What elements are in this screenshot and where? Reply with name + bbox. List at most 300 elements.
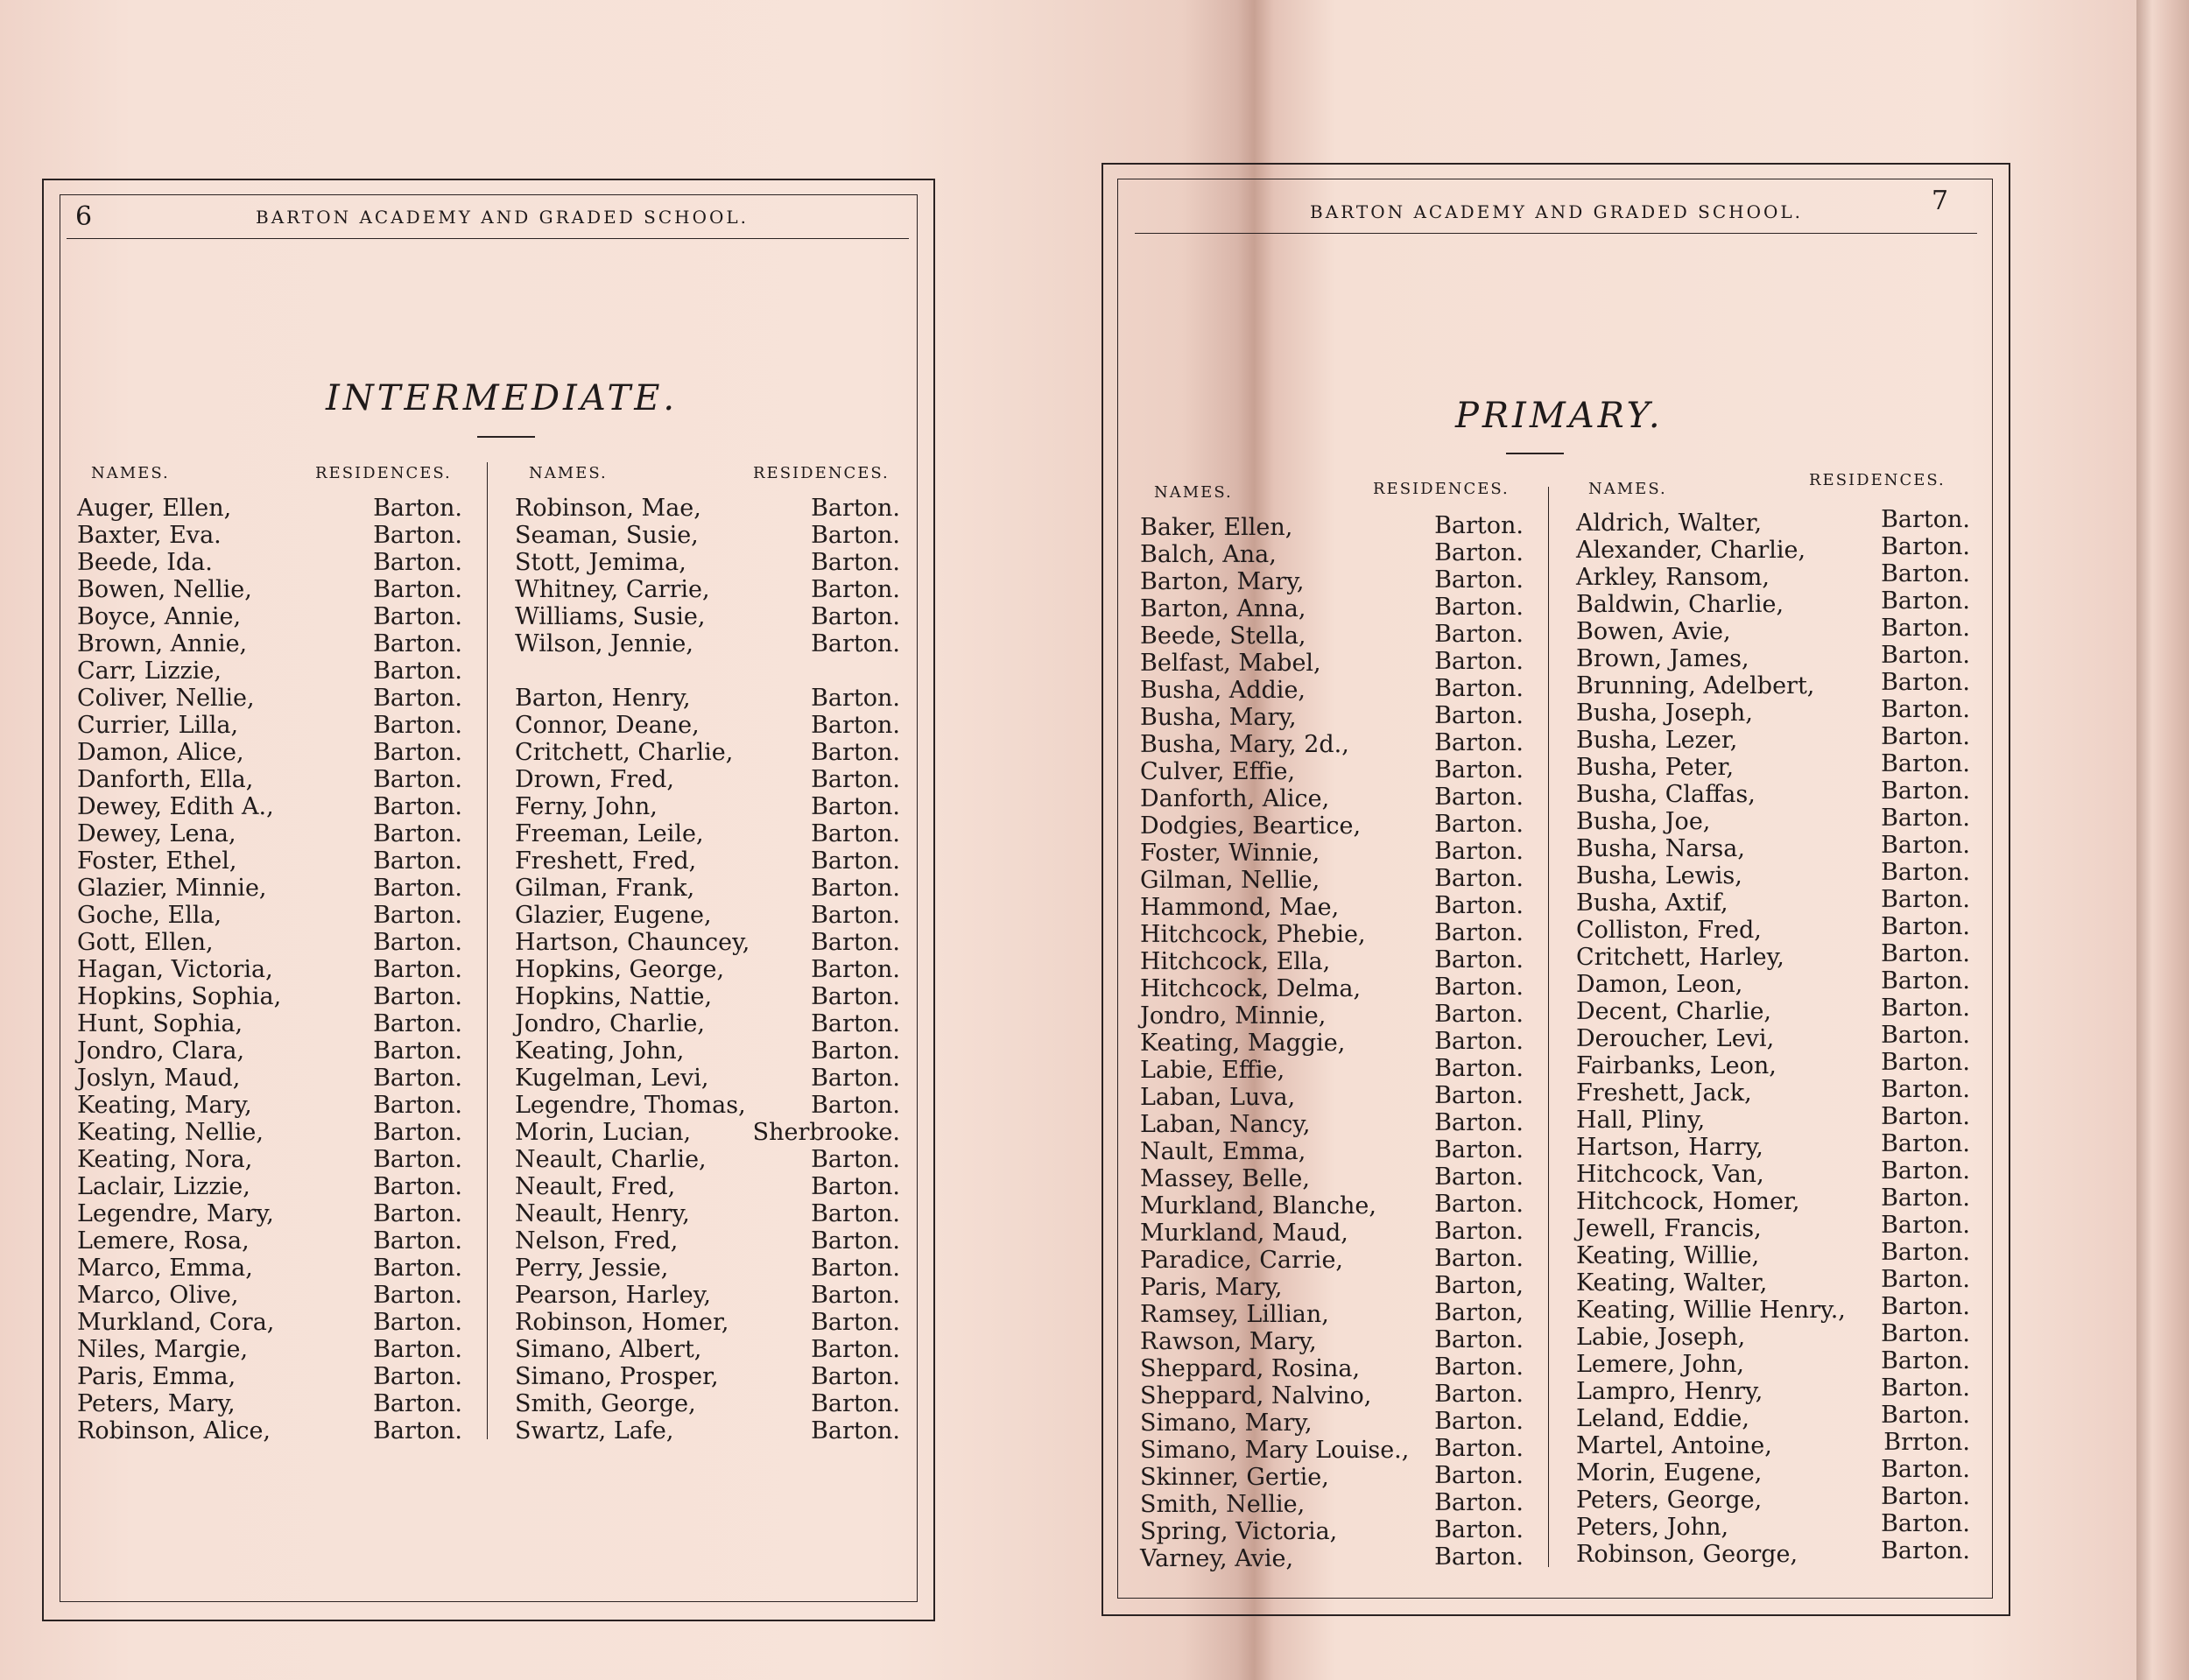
right-col2-residences <box>1804 506 1970 1564</box>
residence-cell: Barton. <box>1881 1022 1970 1049</box>
left-col1-res-header: RESIDENCES. <box>315 464 452 482</box>
residence-cell: Barton. <box>811 983 900 1010</box>
residence-cell: Barton. <box>1881 1212 1970 1239</box>
residence-cell: Barton. <box>1881 723 1970 750</box>
left-page-number: 6 <box>75 201 93 232</box>
residence-cell: Barton. <box>1881 506 1970 533</box>
student-name-cell: Baldwin, Charlie, <box>1576 591 1784 618</box>
left-col2-names-header: NAMES. <box>529 464 608 482</box>
residence-cell: Barton. <box>1881 940 1970 967</box>
residence-cell: Sherbrooke. <box>752 1119 900 1146</box>
residence-cell: Barton. <box>1881 777 1970 805</box>
residence-cell: Barton. <box>811 1200 900 1227</box>
residence-cell: Barton. <box>1881 1537 1970 1564</box>
residence-cell: Barton. <box>1434 865 1524 892</box>
student-name-cell: Keating, Mary, <box>77 1092 252 1119</box>
residence-cell: Barton. <box>1434 621 1524 648</box>
residence-cell: Barton. <box>811 929 900 956</box>
right-page-number: 7 <box>1932 186 1949 216</box>
residence-cell: Barton. <box>1434 946 1524 974</box>
residence-cell: Barton. <box>1881 1320 1970 1347</box>
student-name-cell: Barton, Henry, <box>515 685 691 712</box>
residence-cell: Barton. <box>1434 1055 1524 1082</box>
student-name-cell: Danforth, Alice, <box>1140 785 1330 812</box>
residence-cell: Barton. <box>811 1065 900 1092</box>
residence-cell: Barton. <box>811 1037 900 1065</box>
student-name-cell: Foster, Winnie, <box>1140 840 1320 867</box>
residence-cell: Barton. <box>373 657 462 685</box>
residence-cell: Barton. <box>1434 1218 1524 1245</box>
student-name-cell: Busha, Mary, 2d., <box>1140 731 1349 758</box>
right-col1-names-header: NAMES. <box>1154 483 1233 502</box>
residence-cell: Barton. <box>1881 1157 1970 1184</box>
left-title-rule <box>477 436 535 438</box>
student-name-cell: Hitchcock, Homer, <box>1576 1188 1800 1215</box>
student-name-cell: Damon, Alice, <box>77 739 244 766</box>
student-name-cell: Busha, Claffas, <box>1576 781 1756 808</box>
residence-cell: Barton. <box>373 739 462 766</box>
student-name-cell: Hitchcock, Van, <box>1576 1161 1764 1188</box>
student-name-cell: Legendre, Thomas, <box>515 1092 746 1119</box>
residence-cell: Barton. <box>1434 1191 1524 1218</box>
residence-cell: Barton. <box>1881 560 1970 587</box>
student-name-cell: Murkland, Maud, <box>1140 1220 1348 1247</box>
residence-cell: Barton. <box>1434 1408 1524 1435</box>
student-name-cell: Laban, Nancy, <box>1140 1111 1311 1138</box>
residence-cell: Barton. <box>1881 1103 1970 1130</box>
residence-cell: Barton. <box>1434 1109 1524 1136</box>
residence-cell: Barton. <box>373 1390 462 1417</box>
residence-cell: Barton. <box>1434 784 1524 811</box>
residence-cell: Barton. <box>811 1255 900 1282</box>
residence-cell: Barton. <box>1434 539 1524 566</box>
student-name-cell: Hall, Pliny, <box>1576 1107 1706 1134</box>
residence-cell: Barton. <box>1434 1462 1524 1489</box>
student-name-cell: Busha, Lezer, <box>1576 727 1738 754</box>
residence-cell: Barton. <box>373 495 462 522</box>
student-name-cell: Neault, Fred, <box>515 1173 676 1200</box>
student-name-cell: Whitney, Carrie, <box>515 576 710 603</box>
residence-cell: Barton. <box>1434 1001 1524 1028</box>
residence-cell: Barton. <box>373 847 462 875</box>
student-name-cell: Boyce, Annie, <box>77 603 242 630</box>
student-name-cell: Keating, Nora, <box>77 1146 253 1173</box>
right-col2-names-header: NAMES. <box>1588 480 1667 498</box>
residence-cell: Barton. <box>1881 1266 1970 1293</box>
residence-cell: Barton. <box>1434 1381 1524 1408</box>
residence-cell: Barton. <box>1434 1082 1524 1109</box>
residence-cell: Barton. <box>811 495 900 522</box>
student-name-cell: Gilman, Nellie, <box>1140 867 1320 894</box>
residence-cell: Barton. <box>1434 1435 1524 1462</box>
student-name-cell: Keating, John, <box>515 1037 685 1065</box>
student-name-cell: Murkland, Cora, <box>77 1309 275 1336</box>
residence-cell: Barton. <box>1881 669 1970 696</box>
student-name-cell: Massey, Belle, <box>1140 1165 1310 1192</box>
student-name-cell: Neault, Charlie, <box>515 1146 707 1173</box>
student-name-cell: Laban, Luva, <box>1140 1084 1296 1111</box>
residence-cell: Barton. <box>1881 1049 1970 1076</box>
residence-cell: Barton. <box>373 603 462 630</box>
residence-cell: Barton. <box>811 1092 900 1119</box>
student-name-cell: Paris, Emma, <box>77 1363 236 1390</box>
residence-cell: Barton. <box>1881 805 1970 832</box>
residence-cell: Barton. <box>811 739 900 766</box>
student-name-cell: Busha, Peter, <box>1576 754 1735 781</box>
student-name-cell: Lampro, Henry, <box>1576 1378 1763 1405</box>
student-name-cell: Keating, Walter, <box>1576 1269 1768 1297</box>
residence-cell: Barton, <box>1434 1272 1524 1299</box>
left-col1-residences <box>333 495 462 1445</box>
student-name-cell: Gott, Ellen, <box>77 929 214 956</box>
student-name-cell: Hitchcock, Phebie, <box>1140 921 1366 948</box>
student-name-cell: Hunt, Sophia, <box>77 1010 243 1037</box>
student-name-cell: Freshett, Fred, <box>515 847 697 875</box>
student-name-cell: Pearson, Harley, <box>515 1282 712 1309</box>
student-name-cell: Neault, Henry, <box>515 1200 690 1227</box>
residence-cell: Barton, <box>1434 1299 1524 1326</box>
residence-cell: Barton. <box>1881 750 1970 777</box>
student-name-cell: Dewey, Lena, <box>77 820 236 847</box>
student-name-cell: Jondro, Minnie, <box>1140 1002 1327 1030</box>
residence-cell: Barton. <box>373 1227 462 1255</box>
residence-cell: Barton. <box>373 1309 462 1336</box>
residence-cell: Barton. <box>1881 1347 1970 1374</box>
student-name-cell: Hopkins, George, <box>515 956 725 983</box>
student-name-cell: Jewell, Francis, <box>1576 1215 1762 1242</box>
student-name-cell: Freshett, Jack, <box>1576 1079 1752 1107</box>
residence-cell: Barton. <box>1434 675 1524 702</box>
residence-cell: Barton. <box>811 1146 900 1173</box>
residence-cell: Barton. <box>1881 913 1970 940</box>
student-name-cell: Brown, Annie, <box>77 630 248 657</box>
student-name-cell: Barton, Anna, <box>1140 595 1306 622</box>
student-name-cell: Smith, Nellie, <box>1140 1491 1306 1518</box>
residence-cell: Barton. <box>373 1417 462 1445</box>
student-name-cell: Keating, Willie Henry., <box>1576 1297 1846 1324</box>
left-col1-names-header: NAMES. <box>91 464 170 482</box>
student-name-cell: Aldrich, Walter, <box>1576 510 1763 537</box>
residence-cell: Barton. <box>1434 1489 1524 1516</box>
student-name-cell: Currier, Lilla, <box>77 712 239 739</box>
student-name-cell: Jondro, Clara, <box>77 1037 245 1065</box>
left-header-rule <box>67 238 909 239</box>
residence-cell: Barton. <box>1881 886 1970 913</box>
student-name-cell: Marco, Olive, <box>77 1282 239 1309</box>
student-name-cell: Colliston, Fred, <box>1576 917 1762 944</box>
right-column-divider <box>1548 487 1549 1567</box>
residence-cell: Barton. <box>1881 1076 1970 1103</box>
residence-cell: Barton. <box>373 1173 462 1200</box>
residence-cell: Barton. <box>373 1146 462 1173</box>
residence-cell: Barton. <box>373 1119 462 1146</box>
residence-cell: Barton. <box>373 1336 462 1363</box>
residence-cell: Barton. <box>811 1309 900 1336</box>
residence-cell <box>744 657 900 685</box>
student-name-cell: Auger, Ellen, <box>77 495 232 522</box>
student-name-cell: Nault, Emma, <box>1140 1138 1306 1165</box>
residence-cell: Barton. <box>1881 1184 1970 1212</box>
student-name-cell: Beede, Stella, <box>1140 622 1306 650</box>
residence-cell: Barton. <box>373 1363 462 1390</box>
residence-cell: Barton. <box>373 1010 462 1037</box>
residence-cell: Barton. <box>373 766 462 793</box>
student-name-cell: Hammond, Mae, <box>1140 894 1340 921</box>
student-name-cell: Brown, James, <box>1576 645 1749 672</box>
residence-cell: Barton. <box>373 1037 462 1065</box>
student-name-cell: Glazier, Minnie, <box>77 875 267 902</box>
right-col1-names <box>1140 514 1409 1572</box>
student-name-cell: Seaman, Susie, <box>515 522 699 549</box>
residence-cell: Barton. <box>811 875 900 902</box>
residence-cell: Barton. <box>373 549 462 576</box>
student-name-cell: Peters, Mary, <box>77 1390 236 1417</box>
student-name-cell: Simano, Mary Louise., <box>1140 1437 1410 1464</box>
student-name-cell: Lemere, John, <box>1576 1351 1744 1378</box>
student-name-cell: Murkland, Blanche, <box>1140 1192 1376 1220</box>
residence-cell: Barton. <box>1881 1402 1970 1429</box>
student-name-cell: Ramsey, Lillian, <box>1140 1301 1329 1328</box>
residence-cell: Barton. <box>1434 1353 1524 1381</box>
residence-cell: Barton. <box>373 929 462 956</box>
student-name-cell: Busha, Mary, <box>1140 704 1297 731</box>
student-name-cell: Simano, Mary, <box>1140 1409 1313 1437</box>
residence-cell: Barton. <box>811 1282 900 1309</box>
residence-cell: Barton. <box>373 1065 462 1092</box>
residence-cell: Barton. <box>1434 1245 1524 1272</box>
student-name-cell: Peters, George, <box>1576 1487 1763 1514</box>
residence-cell: Barton. <box>811 1390 900 1417</box>
residence-cell: Barton. <box>1881 1483 1970 1510</box>
residence-cell: Barton. <box>1434 512 1524 539</box>
student-name-cell: Robinson, George, <box>1576 1541 1798 1568</box>
right-col2-res-header: RESIDENCES. <box>1809 471 1946 489</box>
student-name-cell: Joslyn, Maud, <box>77 1065 241 1092</box>
residence-cell: Barton. <box>1434 702 1524 729</box>
student-name-cell: Varney, Avie, <box>1140 1545 1294 1572</box>
student-name-cell: Smith, George, <box>515 1390 696 1417</box>
student-name-cell: Dewey, Edith A., <box>77 793 274 820</box>
residence-cell: Barton. <box>1881 832 1970 859</box>
student-name-cell: Legendre, Mary, <box>77 1200 274 1227</box>
student-name-cell: Decent, Charlie, <box>1576 998 1772 1025</box>
student-name-cell: Martel, Antoine, <box>1576 1432 1772 1459</box>
student-name-cell: Glazier, Eugene, <box>515 902 712 929</box>
student-name-cell: Williams, Susie, <box>515 603 706 630</box>
student-name-cell: Critchett, Charlie, <box>515 739 734 766</box>
student-name-cell: Hopkins, Sophia, <box>77 983 282 1010</box>
student-name-cell: Baker, Ellen, <box>1140 514 1293 541</box>
student-name-cell: Sheppard, Nalvino, <box>1140 1382 1372 1409</box>
residence-cell: Barton. <box>1434 1136 1524 1163</box>
left-col2-res-header: RESIDENCES. <box>753 464 890 482</box>
residence-cell: Barton. <box>373 875 462 902</box>
residence-cell: Barton. <box>1881 1239 1970 1266</box>
residence-cell: Barton. <box>811 956 900 983</box>
student-name-cell: Fairbanks, Leon, <box>1576 1052 1777 1079</box>
student-name-cell: Leland, Eddie, <box>1576 1405 1749 1432</box>
student-name-cell: Bowen, Nellie, <box>77 576 252 603</box>
student-name-cell: Balch, Ana, <box>1140 541 1277 568</box>
residence-cell: Barton. <box>1434 729 1524 756</box>
residence-cell: Barton. <box>1881 615 1970 642</box>
left-col2-residences <box>744 495 900 1445</box>
student-name-cell: Simano, Albert, <box>515 1336 702 1363</box>
right-section-title: PRIMARY. <box>1455 396 1664 436</box>
residence-cell: Barton. <box>811 793 900 820</box>
student-name-cell: Barton, Mary, <box>1140 568 1305 595</box>
student-name-cell: Busha, Axtif, <box>1576 889 1728 917</box>
residence-cell: Barton. <box>1434 1543 1524 1571</box>
student-name-cell: Busha, Addie, <box>1140 677 1306 704</box>
residence-cell: Barton. <box>811 522 900 549</box>
student-name-cell: Freeman, Leile, <box>515 820 704 847</box>
residence-cell: Barton. <box>1434 594 1524 621</box>
student-name-cell: Busha, Lewis, <box>1576 862 1742 889</box>
left-running-head: BARTON ACADEMY AND GRADED SCHOOL. <box>256 207 750 228</box>
residence-cell: Barton. <box>811 902 900 929</box>
residence-cell: Barton. <box>1434 974 1524 1001</box>
residence-cell: Barton. <box>811 576 900 603</box>
student-name-cell: Drown, Fred, <box>515 766 674 793</box>
residence-cell: Barton. <box>811 712 900 739</box>
residence-cell: Barton. <box>811 1173 900 1200</box>
student-name-cell: Spring, Victoria, <box>1140 1518 1338 1545</box>
residence-cell: Barton. <box>1881 1456 1970 1483</box>
residence-cell: Barton. <box>1434 648 1524 675</box>
student-name-cell: Perry, Jessie, <box>515 1255 669 1282</box>
student-name-cell: Swartz, Lafe, <box>515 1417 674 1445</box>
student-name-cell: Keating, Nellie, <box>77 1119 264 1146</box>
residence-cell: Barton. <box>1434 892 1524 919</box>
residence-cell: Barton. <box>373 956 462 983</box>
student-name-cell: Busha, Narsa, <box>1576 835 1745 862</box>
residence-cell: Barton. <box>1434 1326 1524 1353</box>
student-name-cell: Nelson, Fred, <box>515 1227 679 1255</box>
left-section-title: INTERMEDIATE. <box>326 378 679 418</box>
student-name-cell: Goche, Ella, <box>77 902 222 929</box>
residence-cell: Barton. <box>811 630 900 657</box>
residence-cell: Barton. <box>373 685 462 712</box>
residence-cell: Barton. <box>1434 1028 1524 1055</box>
student-name-cell: Bowen, Avie, <box>1576 618 1731 645</box>
residence-cell: Barton. <box>811 1227 900 1255</box>
residence-cell: Barton. <box>1881 642 1970 669</box>
student-name-cell: Marco, Emma, <box>77 1255 253 1282</box>
student-name-cell: Critchett, Harley, <box>1576 944 1784 971</box>
student-name-cell: Rawson, Mary, <box>1140 1328 1317 1355</box>
residence-cell: Barton. <box>811 1363 900 1390</box>
residence-cell: Barton. <box>1434 1163 1524 1191</box>
right-col1-residences <box>1383 512 1524 1571</box>
residence-cell: Barton. <box>811 766 900 793</box>
residence-cell: Barton. <box>1434 566 1524 594</box>
residence-cell: Barton. <box>1881 1293 1970 1320</box>
right-header-rule <box>1135 233 1977 234</box>
residence-cell: Barton. <box>1434 919 1524 946</box>
residence-cell: Barton. <box>373 1200 462 1227</box>
student-name-cell: Sheppard, Rosina, <box>1140 1355 1361 1382</box>
right-running-head: BARTON ACADEMY AND GRADED SCHOOL. <box>1310 201 1804 222</box>
student-name-cell: Baxter, Eva. <box>77 522 222 549</box>
residence-cell: Barton. <box>373 712 462 739</box>
student-name-cell: Ferny, John, <box>515 793 658 820</box>
student-name-cell: Lemere, Rosa, <box>77 1227 250 1255</box>
left-col1-names <box>77 495 281 1445</box>
residence-cell: Barton. <box>373 630 462 657</box>
student-name-cell: Laclair, Lizzie, <box>77 1173 250 1200</box>
student-name-cell: Keating, Willie, <box>1576 1242 1760 1269</box>
student-name-cell: Hitchcock, Delma, <box>1140 975 1362 1002</box>
residence-cell: Barton. <box>811 603 900 630</box>
student-name-cell: Niles, Margie, <box>77 1336 249 1363</box>
student-name-cell: Dodgies, Beartice, <box>1140 812 1362 840</box>
residence-cell: Barton. <box>811 685 900 712</box>
student-name-cell: Paris, Mary, <box>1140 1274 1283 1301</box>
left-column-divider <box>487 462 488 1439</box>
student-name-cell: Kugelman, Levi, <box>515 1065 709 1092</box>
student-name-cell: Alexander, Charlie, <box>1576 537 1806 564</box>
residence-cell: Barton. <box>373 576 462 603</box>
student-name-cell: Hitchcock, Ella, <box>1140 948 1331 975</box>
residence-cell: Barton. <box>1434 1516 1524 1543</box>
residence-cell: Barton. <box>1881 859 1970 886</box>
residence-cell: Barton. <box>811 1417 900 1445</box>
student-name-cell: Wilson, Jennie, <box>515 630 693 657</box>
student-name-cell: Stott, Jemima, <box>515 549 686 576</box>
residence-cell: Barton. <box>1881 1374 1970 1402</box>
student-name-cell: Peters, John, <box>1576 1514 1729 1541</box>
student-name-cell: Simano, Prosper, <box>515 1363 719 1390</box>
student-name-cell: Labie, Effie, <box>1140 1057 1285 1084</box>
residence-cell: Barton. <box>811 549 900 576</box>
student-name-cell: Belfast, Mabel, <box>1140 650 1321 677</box>
student-name-cell: Hagan, Victoria, <box>77 956 273 983</box>
residence-cell: Barton. <box>373 793 462 820</box>
student-name-cell: Labie, Joseph, <box>1576 1324 1746 1351</box>
right-title-rule <box>1506 453 1564 454</box>
residence-cell: Barton. <box>373 1092 462 1119</box>
student-name-cell: Paradice, Carrie, <box>1140 1247 1344 1274</box>
student-name-cell: Skinner, Gertie, <box>1140 1464 1329 1491</box>
residence-cell: Barton. <box>1881 1510 1970 1537</box>
student-name-cell: Beede, Ida. <box>77 549 213 576</box>
residence-cell: Barton. <box>1881 696 1970 723</box>
residence-cell: Barton. <box>1881 995 1970 1022</box>
student-name-cell: Connor, Deane, <box>515 712 700 739</box>
residence-cell: Barton. <box>1881 533 1970 560</box>
residence-cell: Barton. <box>1881 967 1970 995</box>
residence-cell: Brrton. <box>1883 1429 1970 1456</box>
student-name-cell: Robinson, Alice, <box>77 1417 271 1445</box>
student-name-cell <box>515 657 750 685</box>
residence-cell: Barton. <box>373 820 462 847</box>
student-name-cell: Hartson, Harry, <box>1576 1134 1763 1161</box>
student-name-cell: Robinson, Homer, <box>515 1309 729 1336</box>
student-name-cell: Foster, Ethel, <box>77 847 237 875</box>
left-col2-names <box>515 495 750 1445</box>
student-name-cell: Busha, Joe, <box>1576 808 1711 835</box>
student-name-cell: Robinson, Mae, <box>515 495 701 522</box>
residence-cell: Barton. <box>1434 756 1524 784</box>
student-name-cell: Damon, Leon, <box>1576 971 1743 998</box>
residence-cell: Barton. <box>373 983 462 1010</box>
student-name-cell: Brunning, Adelbert, <box>1576 672 1815 699</box>
student-name-cell: Culver, Effie, <box>1140 758 1296 785</box>
residence-cell: Barton. <box>811 1336 900 1363</box>
residence-cell: Barton. <box>373 902 462 929</box>
student-name-cell: Morin, Eugene, <box>1576 1459 1763 1487</box>
